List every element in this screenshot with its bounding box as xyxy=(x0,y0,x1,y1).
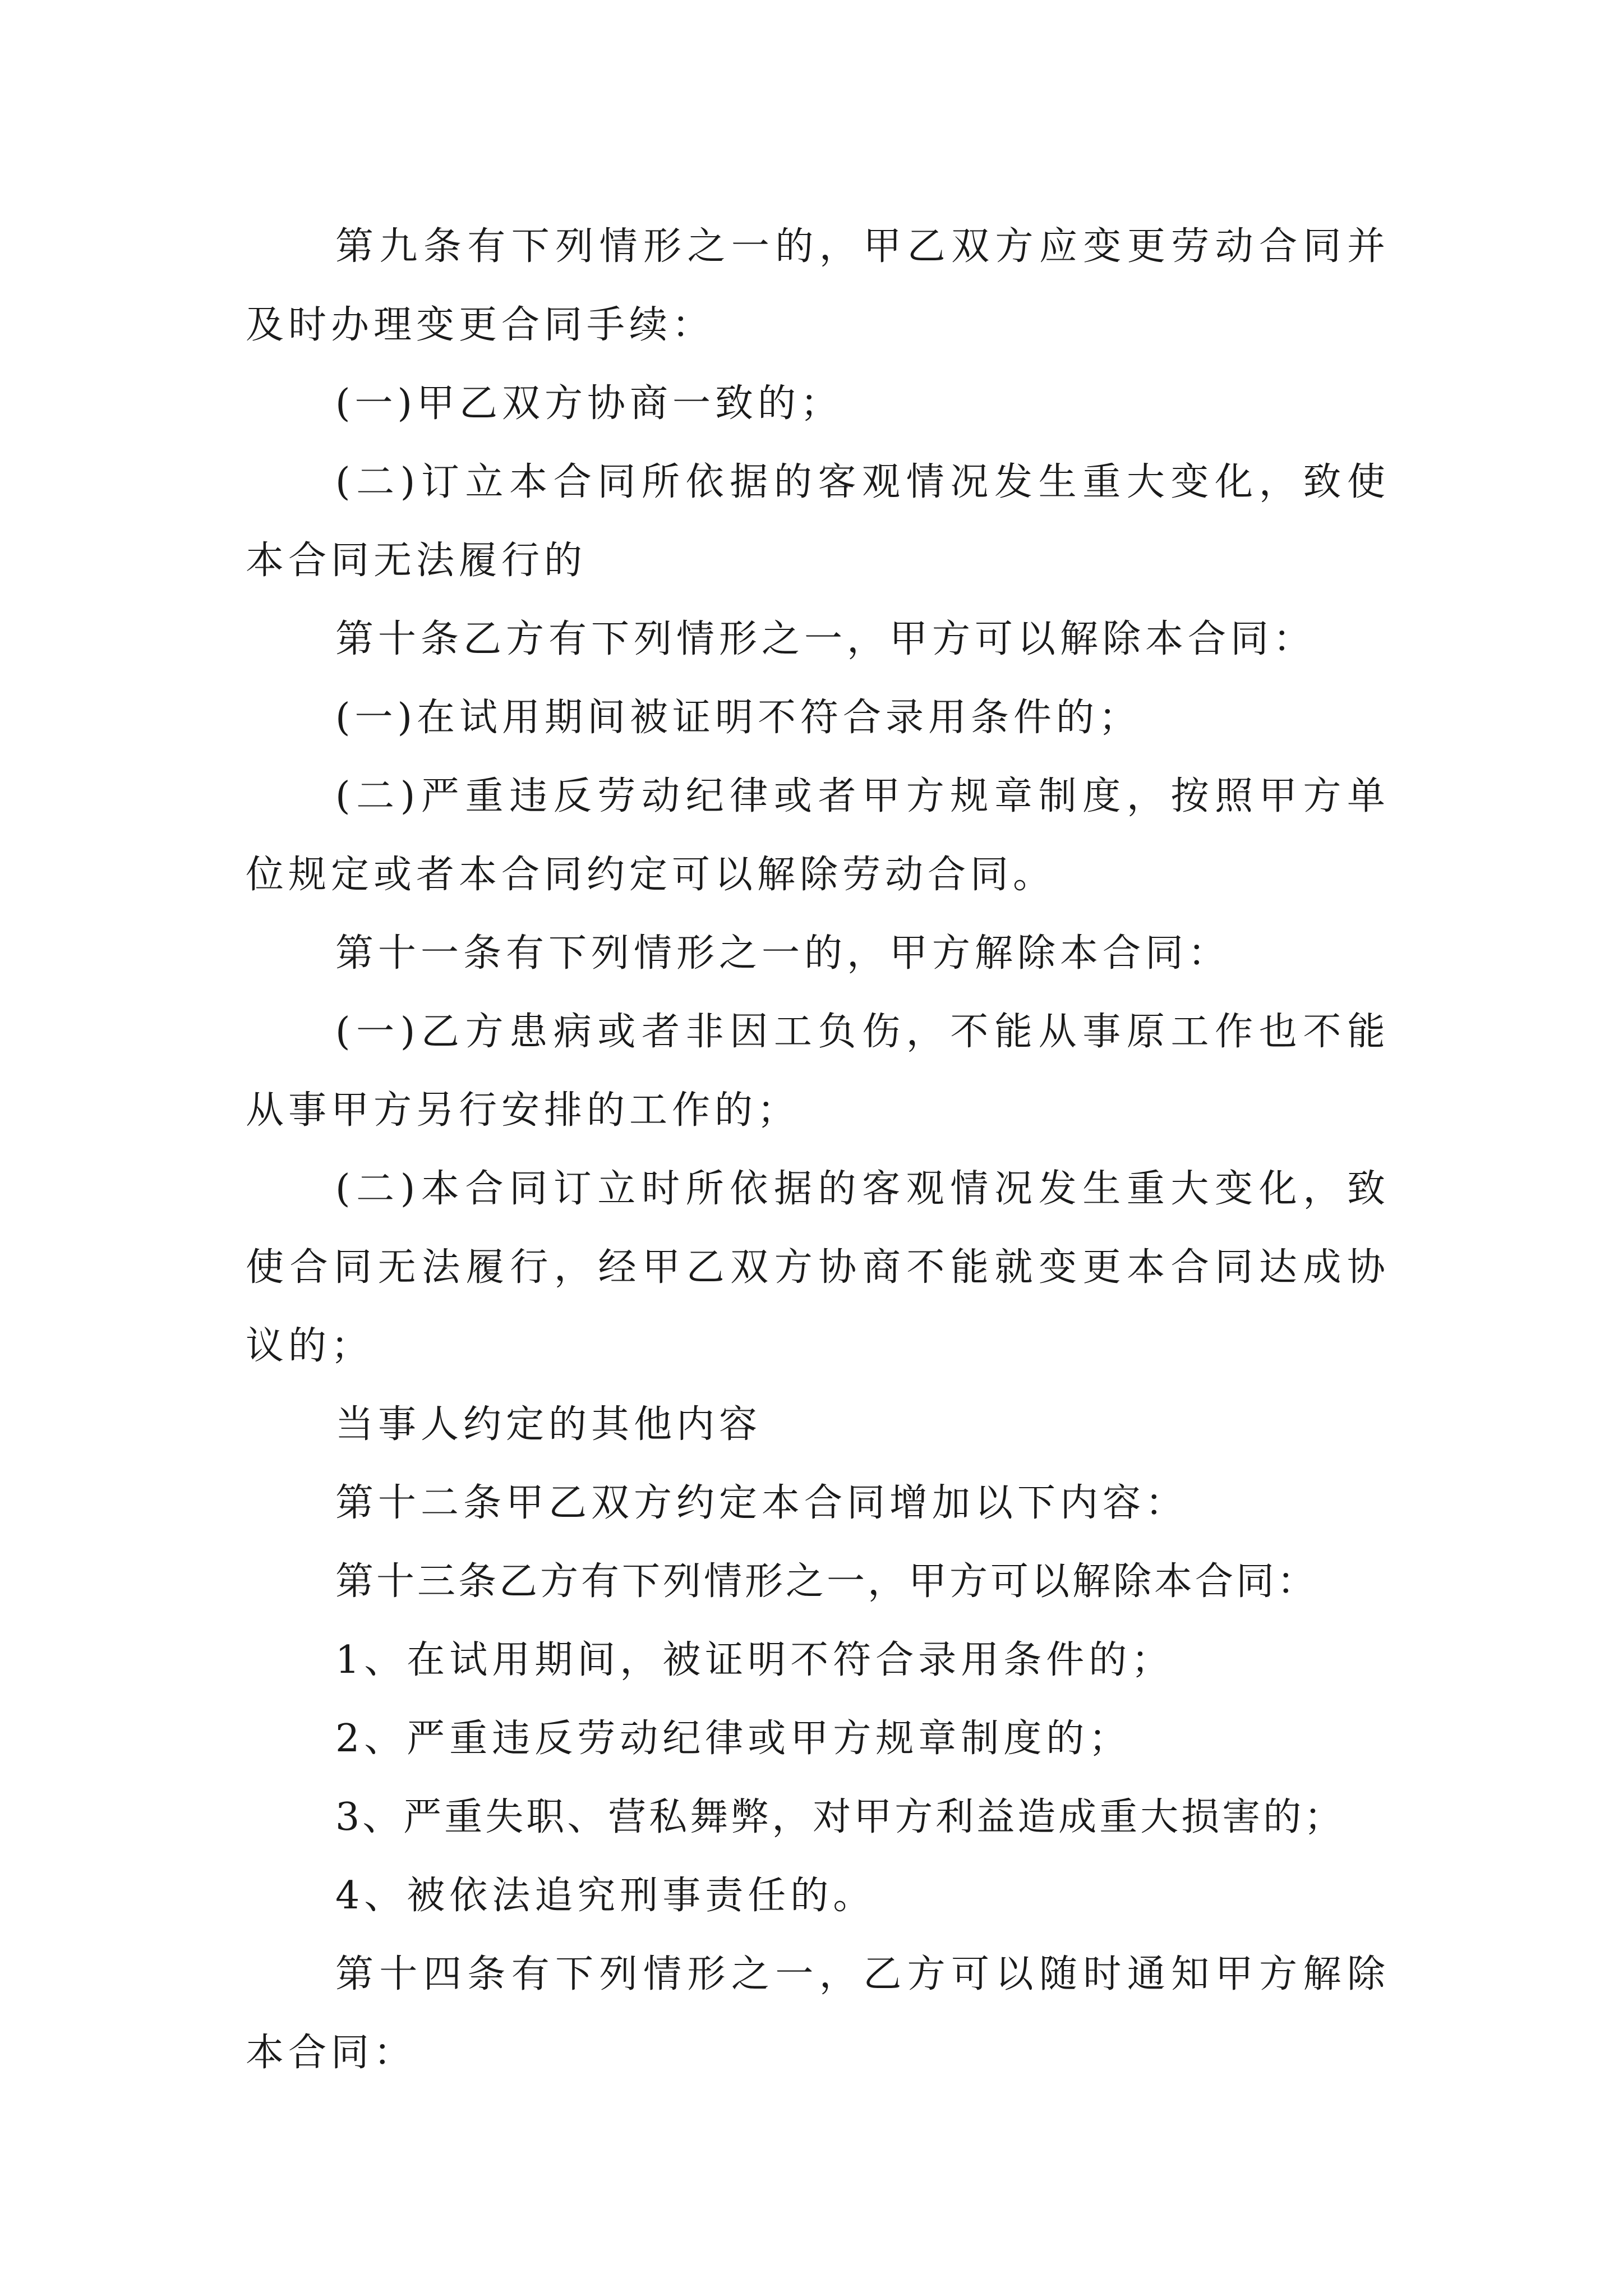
paragraph-article-14: 第十四条有下列情形之一，乙方可以随时通知甲方解除本合同： xyxy=(246,1952,1390,2075)
paragraph-article-12: 第十二条甲乙双方约定本合同增加以下内容： xyxy=(335,1481,1188,1525)
paragraph-article-11-item-2: (二)本合同订立时所依据的客观情况发生重大变化，致使合同无法履行，经甲乙双方协商不能就变更本合同达成协议的； xyxy=(246,1167,1390,1368)
paragraph-article-9: 第九条有下列情形之一的，甲乙双方应变更劳动合同并及时办理变更合同手续： xyxy=(246,224,1390,347)
paragraph-article-13-item-2: 2、严重违反劳动纪律或甲方规章制度的； xyxy=(335,1717,1132,1761)
paragraph-article-10: 第十条乙方有下列情形之一，甲方可以解除本合同： xyxy=(335,617,1316,661)
document-body xyxy=(246,208,1390,2092)
paragraph-article-9-item-1: (一)甲乙双方协商一致的； xyxy=(335,381,843,426)
paragraph-article-13: 第十三条乙方有下列情形之一，甲方可以解除本合同： xyxy=(335,1559,1318,1604)
paragraph-article-13-item-4: 4、被依法追究刑事责任的。 xyxy=(335,1874,876,1918)
paragraph-article-11-item-1: (一)乙方患病或者非因工负伤，不能从事原工作也不能从事甲方另行安排的工作的； xyxy=(246,1010,1390,1133)
paragraph-other-terms-heading: 当事人约定的其他内容 xyxy=(335,1402,762,1447)
paragraph-article-10-item-1: (一)在试用期间被证明不符合录用条件的； xyxy=(335,696,1142,740)
paragraph-article-10-item-2: (二)严重违反劳动纪律或者甲方规章制度，按照甲方单位规定或者本合同约定可以解除劳动合同。 xyxy=(246,774,1390,897)
paragraph-article-13-item-3: 3、严重失职、营私舞弊，对甲方利益造成重大损害的； xyxy=(335,1795,1345,1839)
paragraph-article-9-item-2: (二)订立本合同所依据的客观情况发生重大变化，致使本合同无法履行的 xyxy=(246,460,1390,583)
paragraph-article-13-item-1: 1、在试用期间，被证明不符合录用条件的； xyxy=(335,1638,1174,1682)
paragraph-article-11: 第十一条有下列情形之一的，甲方解除本合同： xyxy=(335,931,1231,976)
